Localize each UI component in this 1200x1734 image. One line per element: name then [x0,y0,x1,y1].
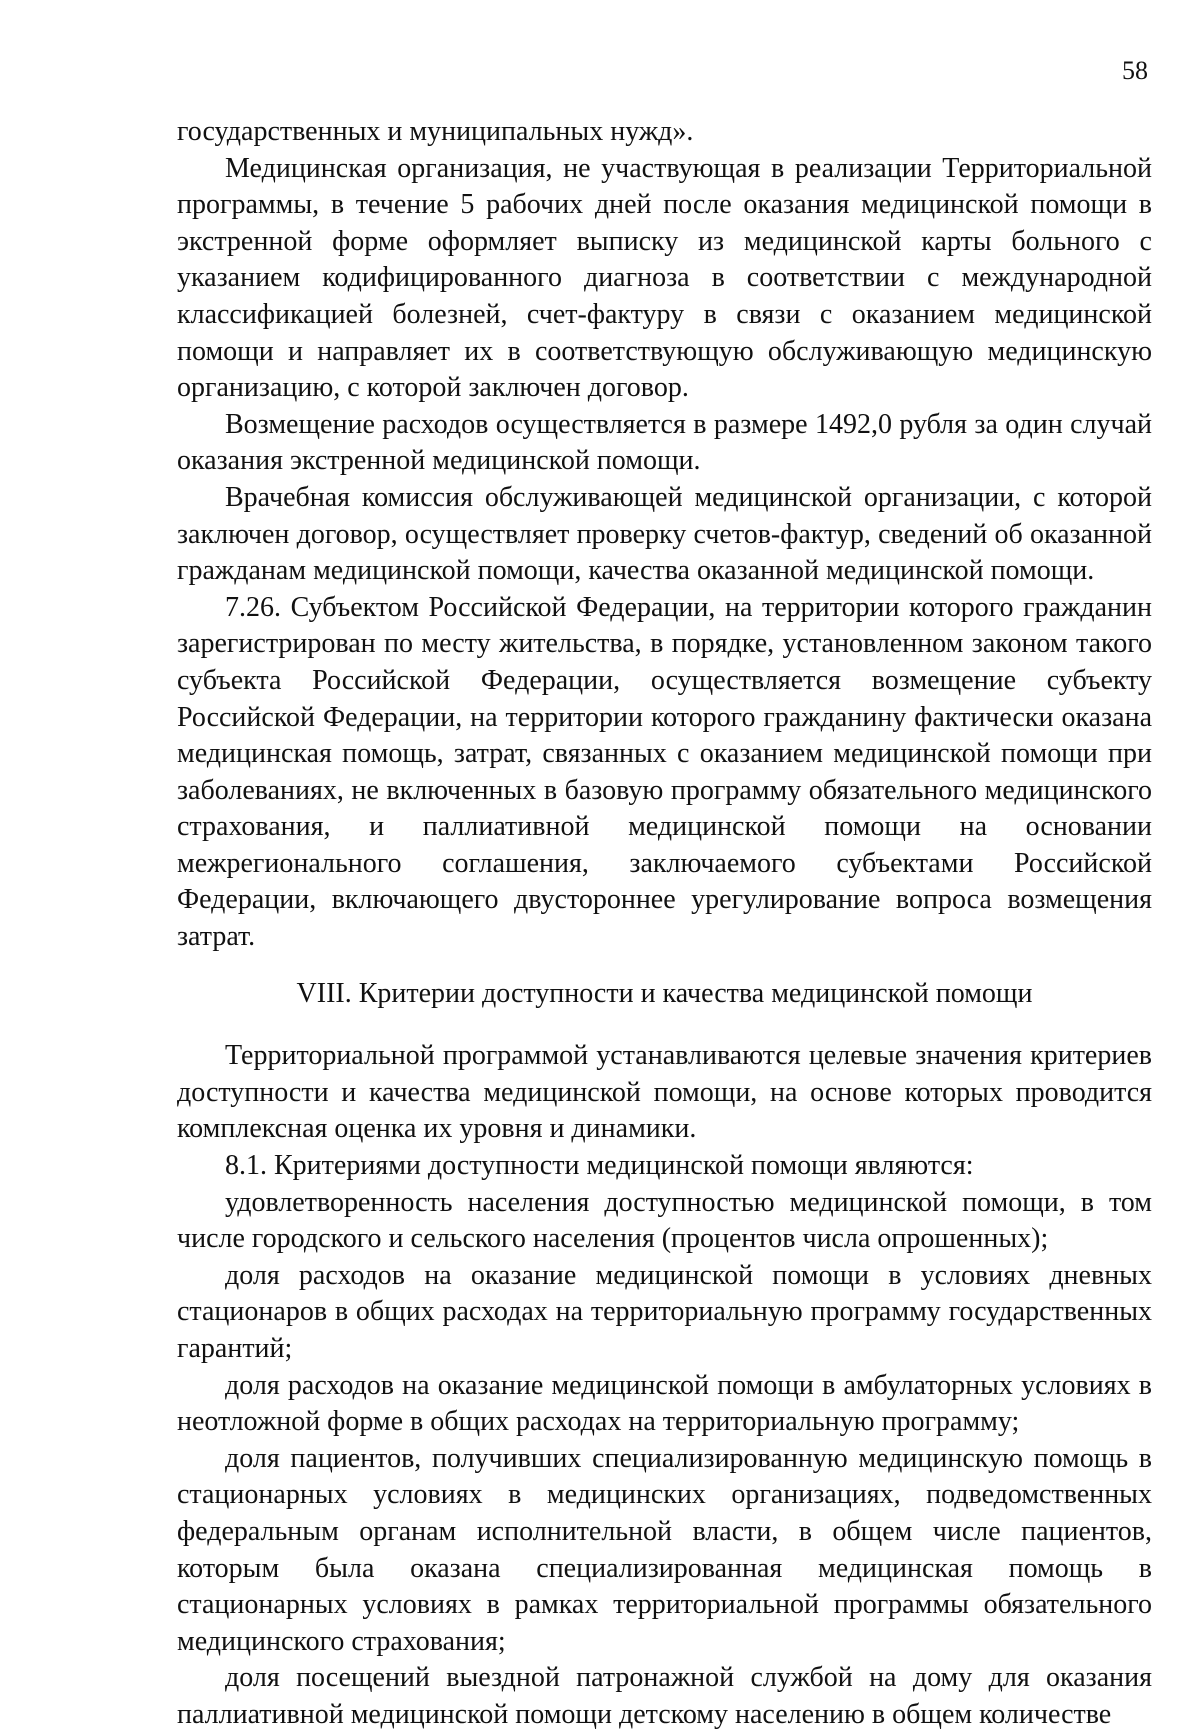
paragraph-reimbursement-amount: Возмещение расходов осуществляется в размере 1492,0 рубля за один случай оказания экстренной медицинской помощи. [177,408,1152,477]
list-item-satisfaction: удовлетворенность населения доступностью медицинской помощи, в том числе городского и сельского населения (процентов числа опрошенных); [177,1186,1152,1255]
section-heading: VIII. Критерии доступности и качества медицинской помощи [296,977,1033,1009]
paragraph-7-26: 7.26. Субъектом Российской Федерации, на территории которого гражданин зарегистрирован по месту жительства, в порядке, установленном законом такого субъекта Российской Федерации, осуществляется возмещение субъекту Российской Федерации, на территории которого гражданину фактически оказана медицинская помощь, затрат, связанных с оказанием медицинской помощи при заболеваниях, не включенных в базовую программу обязательного медицинского страхования, и паллиативной медицинской помощи на основании межрегионального соглашения, заключаемого субъектами Российской Федерации, включающего двустороннее урегулирование вопроса возмещения затрат. [177,591,1152,953]
list-item-day-hospital-share: доля расходов на оказание медицинской помощи в условиях дневных стационаров в общих расходах на территориальную программу государственных гарантий; [177,1259,1152,1364]
page-number: 58 [1122,56,1148,85]
body-text [177,114,1152,1734]
paragraph-continuation: государственных и муниципальных нужд». [177,116,694,147]
list-item-urgent-outpatient-share: доля расходов на оказание медицинской помощи в амбулаторных условиях в неотложной форме в общих расходах на территориальную программу; [177,1369,1152,1438]
list-item-federal-patients-share: доля пациентов, получивших специализированную медицинскую помощь в стационарных условиях в медицинских организациях, подведомственных федеральным органам исполнительной власти, в общем числе пациентов, которым была оказана специализированная медицинская помощь в стационарных условиях в рамках территориальной программы обязательного медицинского страхования; [177,1442,1152,1657]
paragraph-criteria-intro: Территориальной программой устанавливаются целевые значения критериев доступности и качества медицинской помощи, на основе которых проводится комплексная оценка их уровня и динамики. [177,1040,1152,1145]
paragraph-medical-commission: Врачебная комиссия обслуживающей медицинской организации, с которой заключен договор, осуществляет проверку счетов-фактур, сведений об оказанной гражданам медицинской помощи, качества оказанной медицинской помощи. [177,481,1152,587]
list-item-palliative-visits-share: доля посещений выездной патронажной службой на дому для оказания паллиативной медицинской помощи детскому населению в общем количестве [177,1662,1152,1730]
paragraph-non-participating-organization: Медицинская организация, не участвующая в реализации Территориальной программы, в течение 5 рабочих дней после оказания медицинской помощи в экстренной форме оформляет выписку из медицинской карты больного с указанием кодифицированного диагноза в соответствии с международной классификацией болезней, счет-фактуру в связи с оказанием медицинской помощи и направляет их в соответствующую обслуживающую медицинскую организацию, с которой заключен договор. [177,152,1152,404]
paragraph-8-1: 8.1. Критериями доступности медицинской помощи являются: [225,1150,974,1182]
